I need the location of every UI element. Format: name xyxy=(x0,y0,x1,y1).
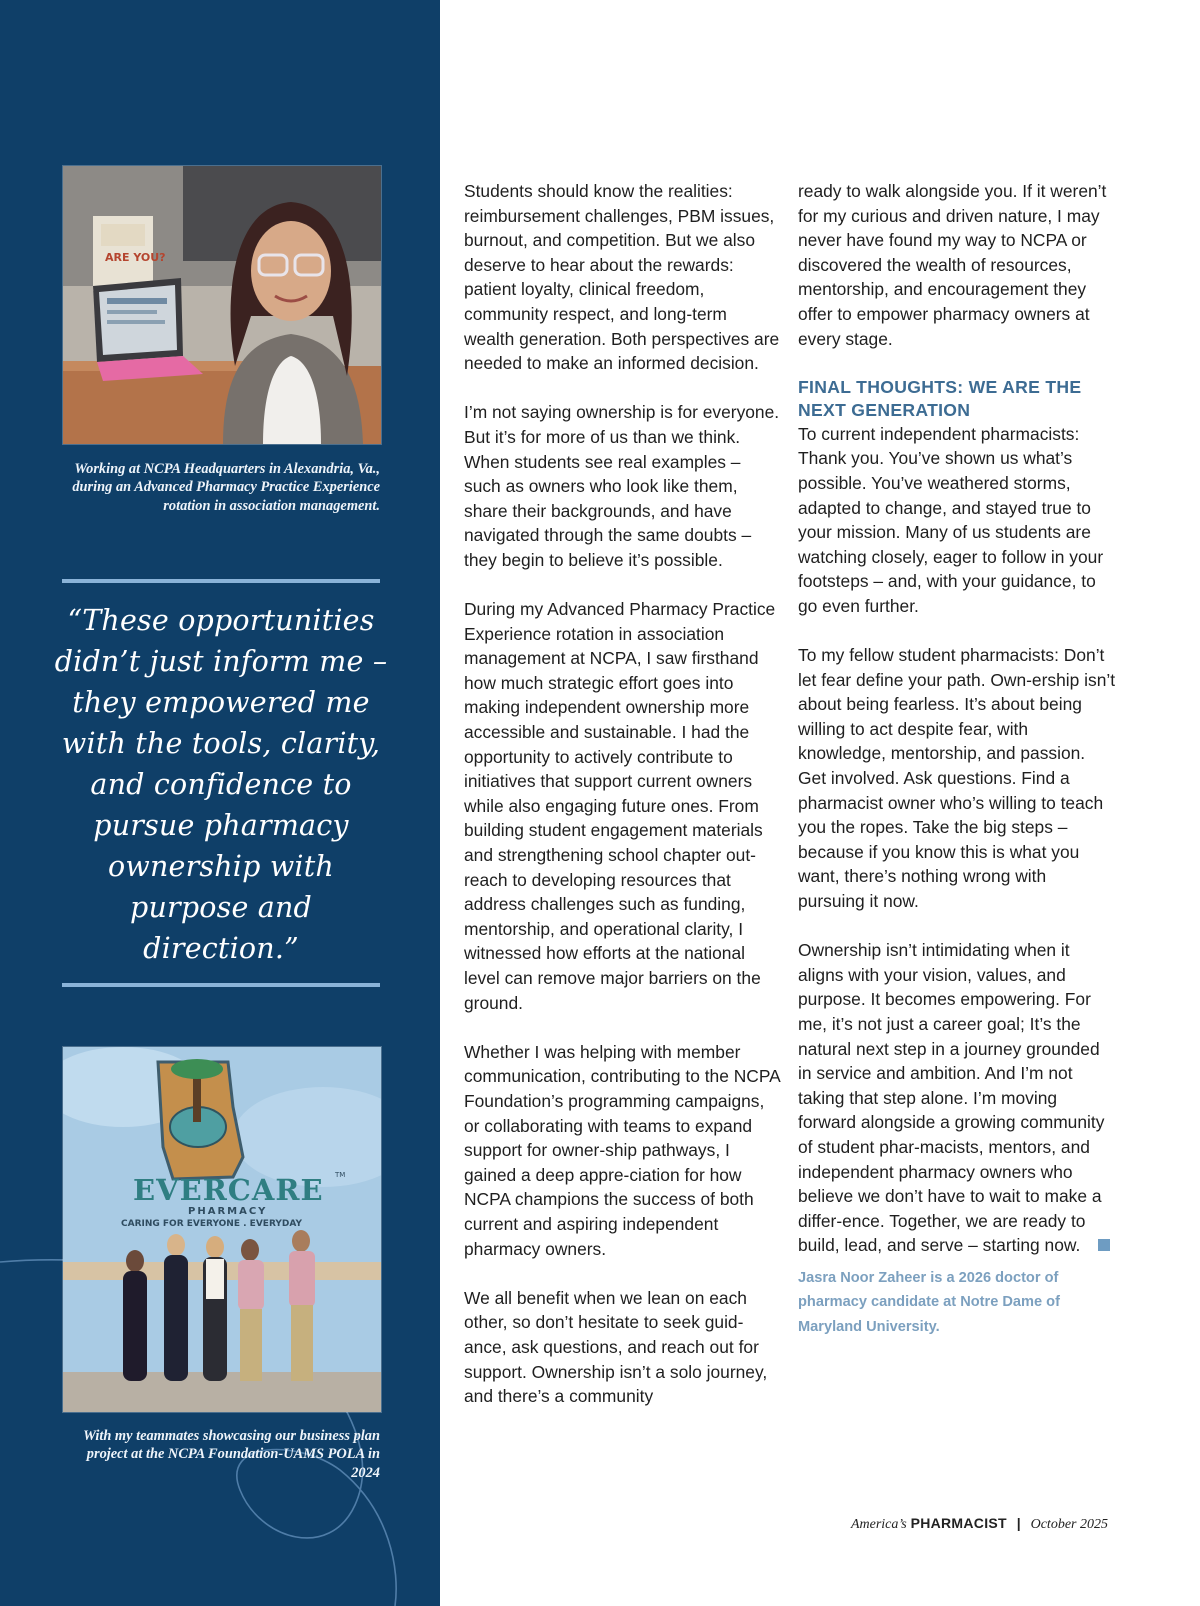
article-column-1 xyxy=(464,179,780,1433)
footer-brand: PHARMACIST xyxy=(910,1515,1007,1531)
logo-tm: TM xyxy=(335,1171,346,1179)
sign-text: ARE YOU? xyxy=(105,251,166,264)
photo-team-presentation xyxy=(62,1046,382,1413)
end-mark-icon xyxy=(1098,1239,1110,1251)
photo-caption: With my teammates showcasing our business plan project at the NCPA Foundation-UAMS POLA in 2024 xyxy=(83,1428,380,1481)
sidebar-panel xyxy=(0,0,440,1606)
footer-brand-prefix: America’s xyxy=(850,1517,907,1532)
paragraph: ready to walk alongside you. If it weren’t for my curious and driven nature, I may never have found my way to NCPA or discovered the wealth of resources, mentorship, and encouragement they offer to empower pharmacy owners at every stage. xyxy=(798,181,1107,349)
paragraph: I’m not saying ownership is for everyone. But it’s for more of us than we think. When students see real examples – such as owners who look like them, share their backgrounds, and have navigated through the same doubts – they begin to believe it’s possible. xyxy=(464,402,780,570)
page-footer xyxy=(851,1515,1108,1533)
paragraph: To current independent pharmacists: Thank you. You’ve shown us what’s possible. You’ve weathered storms, adapted to change, and stayed true to your mission. Many of us students are watching closely, eager to follow in your footsteps – and, with your guidance, to go even further. xyxy=(798,423,1104,616)
logo-title: EVERCARE xyxy=(133,1173,324,1207)
section-heading: FINAL THOUGHTS: WE ARE THE NEXT GENERATION xyxy=(798,376,1082,420)
footer-separator: | xyxy=(1016,1515,1021,1531)
paragraph: During my Advanced Pharmacy Practice Experience rotation in association management at NCPA, I saw firsthand how much strategic effort goes into making independent ownership more accessible and sustainable. I had the opportunity to actively contribute to initiatives that support current owners while also engaging future ones. From building student engagement materials and strengthening school chapter out-reach to developing resources that address challenges such as funding, mentorship, and operational clarity, I witnessed how efforts at the national level can remove major barriers on the ground. xyxy=(464,599,776,1013)
paragraph-text: Ownership isn’t intimidating when it aligns with your vision, values, and purpose. It becomes empowering. For me, it’s not just a career goal; It’s the natural next step in a journey grounded in service and ambition. And I’m not taking that step alone. I’m moving forward alongside a growing community of student phar-macists, mentors, and independent pharmacy owners who believe we don’t have to wait to make a differ-ence. Together, we are ready to build, lead, and serve – starting now. xyxy=(798,940,1105,1256)
paragraph: To my fellow student pharmacists: Don’t let fear define your path. Own-ership isn’t about being fearless. It’s about being willing to act despite fear, with knowledge, mentorship, and passion. Get involved. Ask questions. Find a pharmacist owner who’s willing to teach you the ropes. Take the big steps – because if you know this is what you want, there’s nothing wrong with pursuing it now. xyxy=(798,645,1116,912)
author-bio: Jasra Noor Zaheer is a 2026 doctor of pharmacy candidate at Notre Dame of Maryland University. xyxy=(798,1269,1060,1335)
quote-divider-bottom xyxy=(62,983,380,987)
paragraph: Whether I was helping with member communication, contributing to the NCPA Foundation’s programming campaigns, or collaborating with teams to expand support for owner-ship pathways, I gained a deep appre-ciation for how NCPA champions the success of both current and aspiring independent pharmacy owners. xyxy=(464,1041,780,1259)
photo-ncpa-headquarters xyxy=(62,165,382,445)
photo-caption: Working at NCPA Headquarters in Alexandria, Va., during an Advanced Pharmacy Practice Experience rotation in association management. xyxy=(72,461,380,514)
logo-subtitle: PHARMACY xyxy=(188,1206,268,1217)
paragraph-final xyxy=(798,938,1116,1258)
paragraph: Students should know the realities: reimbursement challenges, PBM issues, burnout, and competition. But we also deserve to hear about the rewards: patient loyalty, clinical freedom, community respect, and long-term wealth generation. Both perspectives are needed to make an informed decision. xyxy=(464,181,780,374)
paragraph: We all benefit when we lean on each other, so don’t hesitate to seek guid-ance, ask questions, and reach out for support. Ownership isn’t a solo journey, and there’s a community xyxy=(464,1287,768,1407)
pull-quote: “These opportunities didn’t just inform me – they empowered me with the tools, clarity, and confidence to pursue pharmacy ownership with purpose and direction.” xyxy=(54,604,388,965)
logo-tagline: CARING FOR EVERYONE . EVERYDAY xyxy=(121,1219,302,1229)
footer-date: October 2025 xyxy=(1030,1517,1108,1532)
article-column-2 xyxy=(798,179,1116,1339)
quote-divider-top xyxy=(62,579,380,583)
